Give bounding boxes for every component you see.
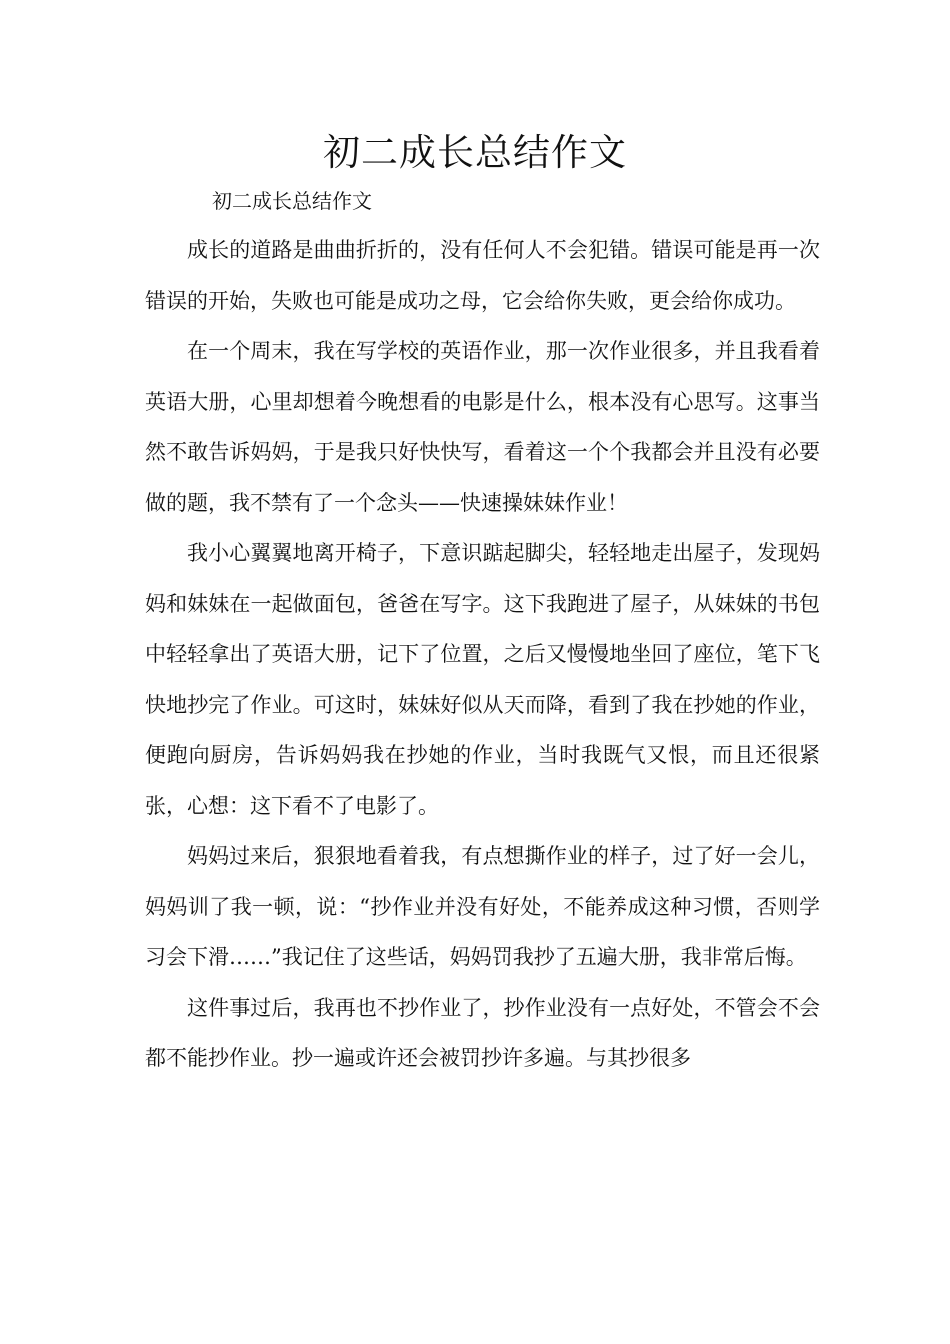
document-title: 初二成长总结作文 — [323, 131, 627, 174]
document-subtitle: 初二成长总结作文 — [212, 189, 372, 213]
paragraph: 成长的道路是曲曲折折的，没有任何人不会犯错。错误可能是再一次错误的开始，失败也可能是成功之母，它会给你失败，更会给你成功。 — [145, 238, 820, 313]
paragraph: 我小心翼翼地离开椅子，下意识踮起脚尖，轻轻地走出屋子，发现妈妈和妹妹在一起做面包，爸爸在写字。这下我跑进了屋子，从妹妹的书包中轻轻拿出了英语大册，记下了位置，之后又慢慢地坐回了座位，笔下飞快地抄完了作业。可这时，妹妹好似从天而降，看到了我在抄她的作业，便跑向厨房，告诉妈妈我在抄她的作业，当时我既气又恨，而且还很紧张，心想：这下看不了电影了。 — [145, 541, 820, 818]
paragraph: 妈妈过来后，狠狠地看着我，有点想撕作业的样子，过了好一会儿，妈妈训了我一顿，说：“抄作业并没有好处，不能养成这种习惯，否则学习会下滑……”我记住了这些话，妈妈罚我抄了五遍大册，我非常后悔。 — [145, 844, 820, 969]
paragraph: 在一个周末，我在写学校的英语作业，那一次作业很多，并且我看着英语大册，心里却想着今晚想看的电影是什么，根本没有心思写。这事当然不敢告诉妈妈，于是我只好快快写，看着这一个个我都会并且没有必要做的题，我不禁有了一个念头——快速操妹妹作业！ — [145, 339, 820, 515]
document-body — [145, 225, 820, 1084]
paragraph: 这件事过后，我再也不抄作业了，抄作业没有一点好处，不管会不会都不能抄作业。抄一遍或许还会被罚抄许多遍。与其抄很多 — [145, 995, 820, 1070]
